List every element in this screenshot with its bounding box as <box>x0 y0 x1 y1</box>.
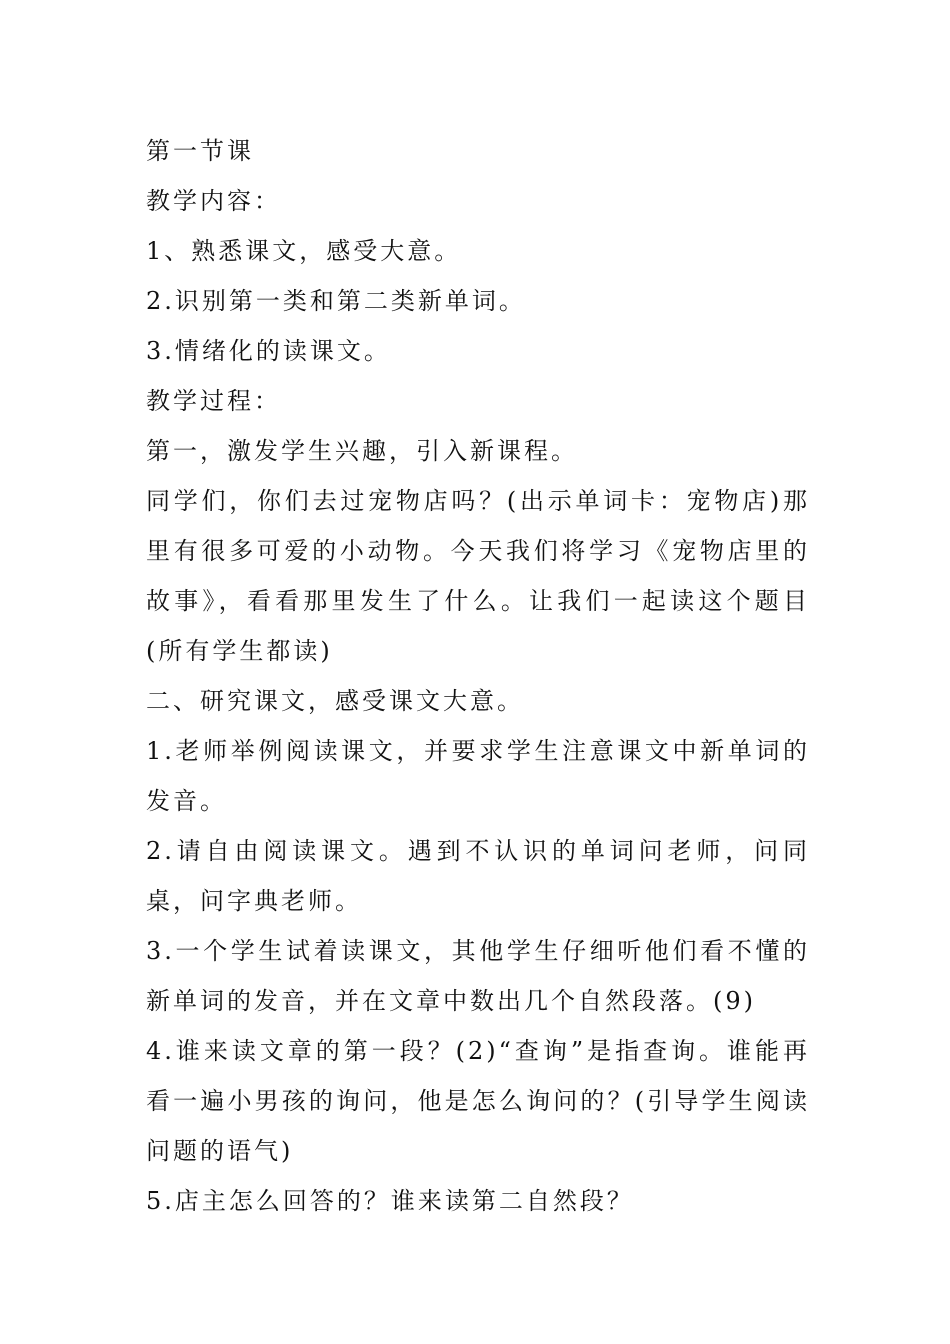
document-body <box>146 126 810 1226</box>
content-item-3: 3.情绪化的读课文。 <box>146 337 391 365</box>
section-label-content: 教学内容： <box>146 187 281 215</box>
process-step-2-item-5: 5.店主怎么回答的？谁来读第二自然段？ <box>146 1187 634 1215</box>
process-step-2-heading: 二、研究课文，感受课文大意。 <box>146 687 524 715</box>
section-label-process: 教学过程： <box>146 387 281 415</box>
lesson-heading: 第一节课 <box>146 137 254 165</box>
content-item-1: 1、熟悉课文，感受大意。 <box>146 237 462 265</box>
process-step-2-item-2: 2.请自由阅读课文。遇到不认识的单词问老师，问同桌，问字典老师。 <box>146 837 810 915</box>
process-step-1-heading: 第一，激发学生兴趣，引入新课程。 <box>146 437 578 465</box>
process-step-2-item-3: 3.一个学生试着读课文，其他学生仔细听他们看不懂的新单词的发音，并在文章中数出几个自然段落。(9) <box>146 937 810 1015</box>
process-step-2-item-1: 1.老师举例阅读课文，并要求学生注意课文中新单词的发音。 <box>146 737 810 815</box>
process-step-2-item-4: 4.谁来读文章的第一段？(2)“查询”是指查询。谁能再看一遍小男孩的询问，他是怎么询问的？(引导学生阅读问题的语气) <box>146 1037 810 1165</box>
content-item-2: 2.识别第一类和第二类新单词。 <box>146 287 526 315</box>
process-step-1-text: 同学们，你们去过宠物店吗？(出示单词卡：宠物店)那里有很多可爱的小动物。今天我们将学习《宠物店里的故事》，看看那里发生了什么。让我们一起读这个题目(所有学生都读) <box>146 487 810 665</box>
